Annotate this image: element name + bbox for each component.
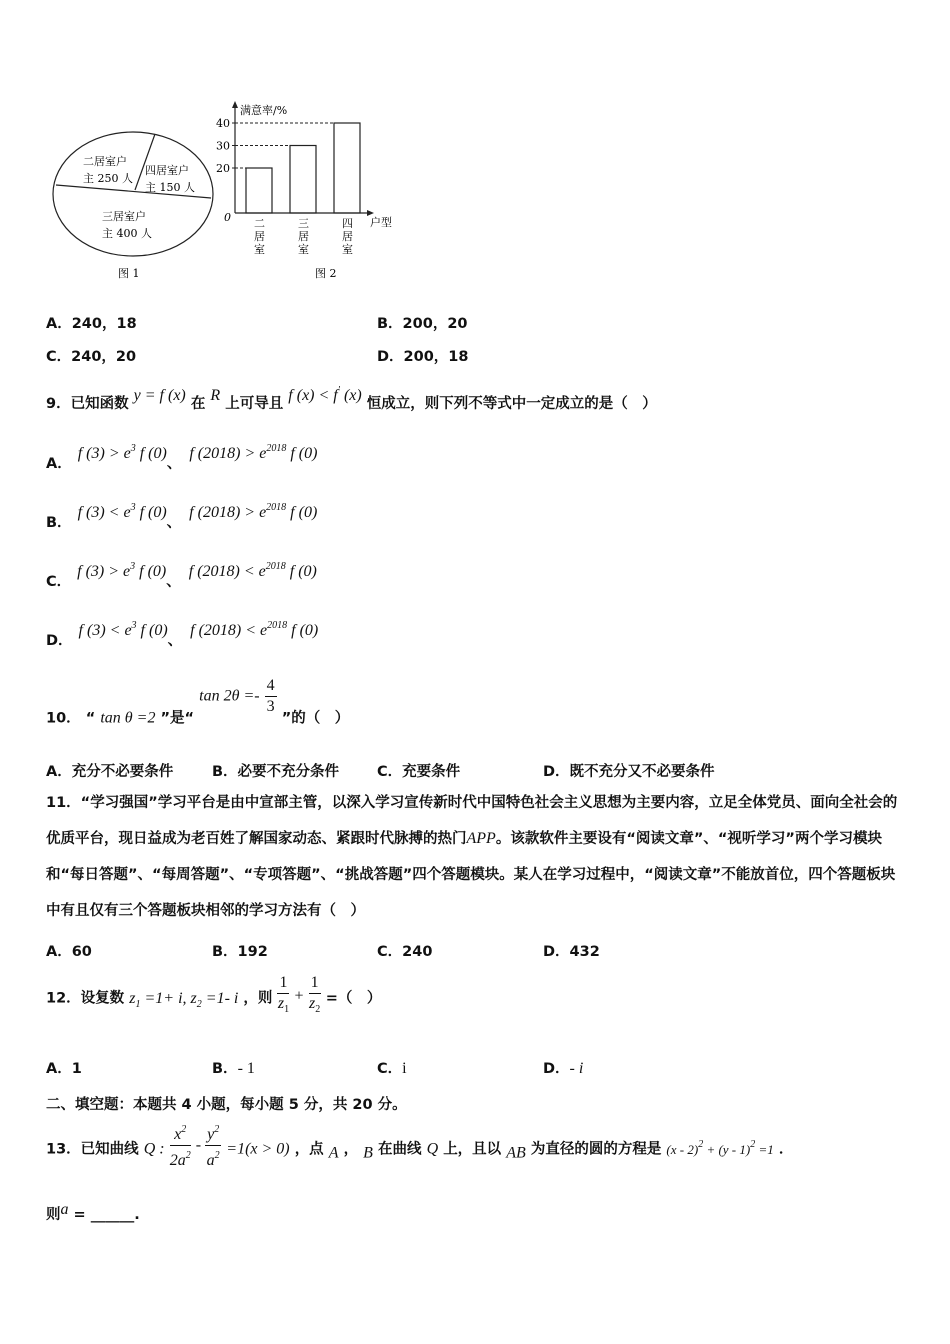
q10-target: tan 2θ =- (199, 687, 260, 705)
q10-option-b: B．必要不充分条件 (212, 764, 340, 780)
q10-option-c: C．充要条件 (377, 764, 461, 780)
x-category-label: 居 (298, 230, 309, 243)
q9-option-d: D．f $(3) < e^3$ f (0)、f $(2018) < e^{2018}$ f (0) (46, 620, 319, 649)
q13-point-b: B (363, 1144, 373, 1162)
q9-condition: f (x) < f′ (x) (288, 385, 362, 404)
q9-domain: R (210, 387, 221, 404)
x-category-label: 居 (254, 230, 265, 243)
q13-fraction-x: $\frac{x^2}{2a^2}$ (170, 1120, 191, 1171)
q10-fraction: $\frac{4}{3}$ (266, 677, 275, 715)
q13-segment-ab: AB (506, 1144, 526, 1162)
q13-circle-equation: (x - 2)$^2$ + (y - 1)$^2$ =1 (666, 1138, 774, 1157)
q9-text-2: 在 (190, 396, 206, 412)
figure-2-bar-chart (210, 95, 420, 290)
q13-fraction-y: $\frac{y^2}{a^2}$ (205, 1120, 221, 1171)
q12-fraction-2: $\frac{1}{z_2}$ (309, 974, 321, 1015)
bars-group (216, 117, 360, 256)
y-tick-label: 40 (216, 117, 230, 130)
x-category-label: 室 (342, 243, 353, 256)
y-tick-label: 30 (216, 139, 230, 153)
q8-option-a: A．240，18 (46, 316, 137, 332)
sector-label-two-room-2: 主 250 人 (83, 172, 133, 185)
q12-option-a: A．1 (46, 1061, 82, 1077)
q12-fraction-1: $\frac{1}{z_1}$ (277, 974, 290, 1015)
q8-option-d: D．200，18 (377, 349, 469, 365)
q11-option-b: B．192 (212, 944, 268, 960)
sector-label-three-room-1: 三居室户 (102, 210, 146, 223)
y-axis-arrow (232, 101, 238, 108)
q11-app: APP (466, 830, 496, 847)
q12-option-b: B．- 1 (212, 1060, 255, 1077)
q11-stem: 11．“学习强国”学习平台是由中宣部主管，以深入学习宣传新时代中国特色社会主义思想为主要内容，立足全体党员、面向全社会的优质平台，现日益成为老百姓了解国家动态、紧跟时代脉搏的热门APP。该款软件主要设有“阅读文章”、“视听学习”两个学习模块和“每日答题”、“每周答题”、“专项答题”、“挑战答题”四个答题模块。某人在学习过程中，“阅读文章”不能放首位，四个答题板块中有且仅有三个答题板块相邻的学习方法有（ ） (46, 795, 898, 919)
q10-stem (46, 676, 349, 729)
q13-text-point: ，点 (294, 1141, 324, 1158)
q13-text-with: 上，且以 (443, 1141, 502, 1158)
q13-curve-ref: Q (426, 1140, 439, 1158)
sector-label-four-room-1: 四居室户 (145, 164, 189, 177)
figure-1-caption: 图 1 (118, 267, 140, 280)
bar-四居室 (334, 123, 360, 213)
q13-text-on-curve: 在曲线 (378, 1141, 422, 1158)
x-category-label: 三 (298, 217, 309, 230)
q10-open-quote: “ (85, 710, 96, 727)
origin-label: 0 (224, 211, 231, 224)
q9-function: y = f (x) (133, 387, 186, 404)
figure-2-caption: 图 2 (315, 267, 337, 280)
q10-end: ”的（ ） (281, 710, 350, 727)
q9-option-c: C．f $(3) > e^3$ f (0)、f $(2018) < e^{2018}$ f (0) (46, 561, 317, 590)
figure-1-pie (50, 95, 220, 290)
q12-then: ，则 (243, 990, 273, 1007)
q9-stem (46, 385, 657, 413)
q8-option-b: B．200，20 (377, 316, 468, 332)
q9-option-b: B．f $(3) < e^3$ f (0)、f $(2018) > e^{2018}$ f (0) (46, 502, 318, 531)
q11-option-d: D．432 (543, 944, 600, 960)
q9-text-3: 上可导且 (225, 396, 284, 412)
q12-z-definitions: $z_1 =1+ i$, $z_2 =1-$ i (129, 989, 239, 1010)
q13-curve-name: Q : (143, 1140, 165, 1158)
y-tick-label: 20 (216, 162, 230, 175)
q10-mid: ”是“ (160, 710, 195, 727)
q13-answer-line: 则a = ______. (46, 1201, 140, 1223)
q10-option-a: A．充分不必要条件 (46, 764, 174, 780)
x-axis-label: 户型 (370, 216, 392, 229)
x-category-label: 室 (254, 243, 265, 256)
bar-二居室 (246, 168, 272, 213)
q10-option-d: D．既不充分又不必要条件 (543, 764, 715, 780)
q9-text-4: 恒成立，则下列不等式中一定成立的是（ ） (366, 396, 657, 412)
section-2-heading: 二、填空题：本题共 4 小题，每小题 5 分，共 20 分。 (46, 1097, 407, 1113)
q12-option-d: D．- i (543, 1060, 584, 1077)
x-category-label: 室 (298, 243, 309, 256)
q12-equals: =（ ） (325, 990, 382, 1007)
sector-label-four-room-2: 主 150 人 (145, 181, 195, 194)
q11-option-a: A．60 (46, 944, 92, 960)
q13-var-a: a (60, 1201, 69, 1218)
q13-comma: ， (343, 1141, 359, 1158)
sector-label-three-room-2: 主 400 人 (102, 227, 152, 240)
q12-plus: + (294, 987, 304, 1005)
q13-number: 13．已知曲线 (46, 1141, 139, 1158)
x-category-label: 二 (254, 217, 265, 230)
q13-blank: = ______. (68, 1207, 140, 1223)
y-axis-label: 满意率/% (240, 104, 288, 117)
q8-option-c: C．240，20 (46, 349, 137, 365)
sector-label-two-room-1: 二居室户 (83, 155, 127, 168)
q12-number: 12．设复数 (46, 990, 125, 1007)
bar-三居室 (290, 146, 316, 214)
q9-option-a: A．f $(3) > e^3$ f (0)、f $(2018) > e^{2018}$ f (0) (46, 443, 318, 472)
q13-equation-rhs: =1(x > 0) (226, 1140, 290, 1158)
q10-number: 10． (46, 710, 81, 727)
q9-number: 9．已知函数 (46, 396, 129, 412)
q13-minus: - (195, 1136, 206, 1154)
q13-point-a: A (328, 1144, 339, 1162)
q13-text-circle: 为直径的圆的方程是 (530, 1141, 662, 1158)
q12-stem (46, 973, 381, 1020)
q12-option-c: C．i (377, 1060, 407, 1077)
q13-end: ． (778, 1141, 794, 1158)
x-category-label: 居 (342, 230, 353, 243)
q10-condition: tan θ =2 (100, 709, 156, 727)
q13-stem (46, 1120, 793, 1171)
x-category-label: 四 (342, 217, 353, 230)
q11-option-c: C．240 (377, 944, 433, 960)
